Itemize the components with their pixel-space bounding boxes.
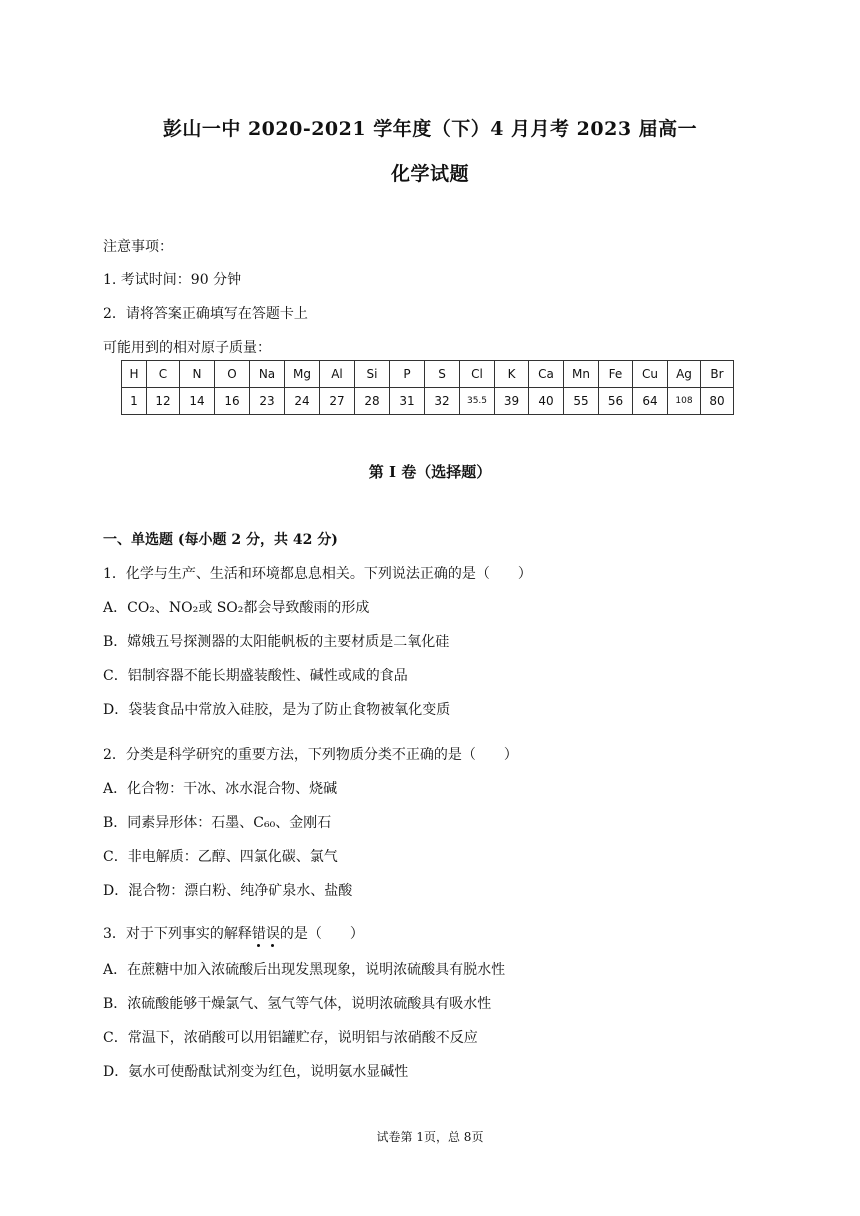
element-cell: Cl bbox=[460, 361, 495, 388]
stem-text: 的是（ ） bbox=[279, 926, 364, 942]
element-cell: Br bbox=[701, 361, 734, 388]
mass-cell: 80 bbox=[701, 388, 734, 415]
page-footer: 试卷第 1页，总 8页 bbox=[376, 1130, 484, 1144]
mass-cell: 27 bbox=[320, 388, 355, 415]
mass-cell: 56 bbox=[599, 388, 633, 415]
mass-cell: 31 bbox=[390, 388, 425, 415]
mass-cell: 28 bbox=[355, 388, 390, 415]
mass-cell: 55 bbox=[564, 388, 599, 415]
element-cell: Ca bbox=[529, 361, 564, 388]
element-cell: K bbox=[495, 361, 529, 388]
question-stem: 1．化学与生产、生活和环境都息息相关。下列说法正确的是（ ） bbox=[103, 566, 532, 582]
question-option: C．常温下，浓硝酸可以用铝罐贮存，说明铝与浓硝酸不反应 bbox=[103, 1030, 478, 1046]
question-option: C．铝制容器不能长期盛装酸性、碱性或咸的食品 bbox=[103, 668, 408, 684]
mass-cell: 14 bbox=[180, 388, 215, 415]
mass-cell: 108 bbox=[668, 388, 701, 415]
element-cell: S bbox=[425, 361, 460, 388]
mass-cell: 32 bbox=[425, 388, 460, 415]
element-row bbox=[122, 361, 734, 388]
question-option: A．化合物：干冰、冰水混合物、烧碱 bbox=[103, 781, 338, 797]
part-heading: 一、单选题 (每小题 2 分，共 42 分) bbox=[103, 532, 338, 548]
mass-cell: 24 bbox=[285, 388, 320, 415]
element-cell: H bbox=[122, 361, 147, 388]
notes-heading: 注意事项： bbox=[103, 239, 173, 255]
mass-cell: 1 bbox=[122, 388, 147, 415]
question-stem bbox=[103, 923, 364, 943]
question-option: A．CO₂、NO₂或 SO₂都会导致酸雨的形成 bbox=[103, 600, 370, 616]
element-cell: Ag bbox=[668, 361, 701, 388]
mass-cell: 12 bbox=[147, 388, 180, 415]
mass-cell: 64 bbox=[633, 388, 668, 415]
question-option: A．在蔗糖中加入浓硫酸后出现发黑现象，说明浓硫酸具有脱水性 bbox=[103, 962, 506, 978]
element-cell: P bbox=[390, 361, 425, 388]
question-option: B．浓硫酸能够干燥氯气、氢气等气体，说明浓硫酸具有吸水性 bbox=[103, 996, 492, 1012]
question-stem: 2．分类是科学研究的重要方法，下列物质分类不正确的是（ ） bbox=[103, 747, 518, 763]
question-option: C．非电解质：乙醇、四氯化碳、氯气 bbox=[103, 849, 338, 865]
stem-text: 3．对于下列事实的解释 bbox=[103, 926, 252, 942]
element-cell: O bbox=[215, 361, 250, 388]
exam-subtitle: 化学试题 bbox=[390, 163, 469, 185]
emphasis-char: 误 bbox=[265, 926, 280, 942]
emphasis-char: 错 bbox=[251, 926, 266, 942]
element-cell: Cu bbox=[633, 361, 668, 388]
element-cell: Na bbox=[250, 361, 285, 388]
mass-cell: 23 bbox=[250, 388, 285, 415]
element-cell: Mg bbox=[285, 361, 320, 388]
exam-title: 彭山一中 2020-2021 学年度（下）4 月月考 2023 届高一 bbox=[162, 118, 698, 140]
question-option: B．嫦娥五号探测器的太阳能帆板的主要材质是二氧化硅 bbox=[103, 634, 450, 650]
question-option: D．氨水可使酚酞试剂变为红色，说明氨水显碱性 bbox=[103, 1064, 409, 1080]
atomic-mass-label: 可能用到的相对原子质量： bbox=[103, 340, 271, 356]
question-option: D．混合物：漂白粉、纯净矿泉水、盐酸 bbox=[103, 883, 353, 899]
mass-row bbox=[122, 388, 734, 415]
element-cell: C bbox=[147, 361, 180, 388]
mass-cell: 39 bbox=[495, 388, 529, 415]
mass-cell: 16 bbox=[215, 388, 250, 415]
atomic-mass-table bbox=[121, 360, 734, 415]
element-cell: Fe bbox=[599, 361, 633, 388]
element-cell: Si bbox=[355, 361, 390, 388]
mass-cell: 35.5 bbox=[460, 388, 495, 415]
element-cell: N bbox=[180, 361, 215, 388]
note-item: 1. 考试时间：90 分钟 bbox=[103, 272, 242, 288]
element-cell: Mn bbox=[564, 361, 599, 388]
mass-cell: 40 bbox=[529, 388, 564, 415]
element-cell: Al bbox=[320, 361, 355, 388]
question-option: D．袋装食品中常放入硅胶，是为了防止食物被氧化变质 bbox=[103, 702, 451, 718]
note-item: 2．请将答案正确填写在答题卡上 bbox=[103, 306, 308, 322]
section-title: 第 I 卷（选择题） bbox=[368, 463, 492, 481]
question-option: B．同素异形体：石墨、C₆₀、金刚石 bbox=[103, 815, 332, 831]
